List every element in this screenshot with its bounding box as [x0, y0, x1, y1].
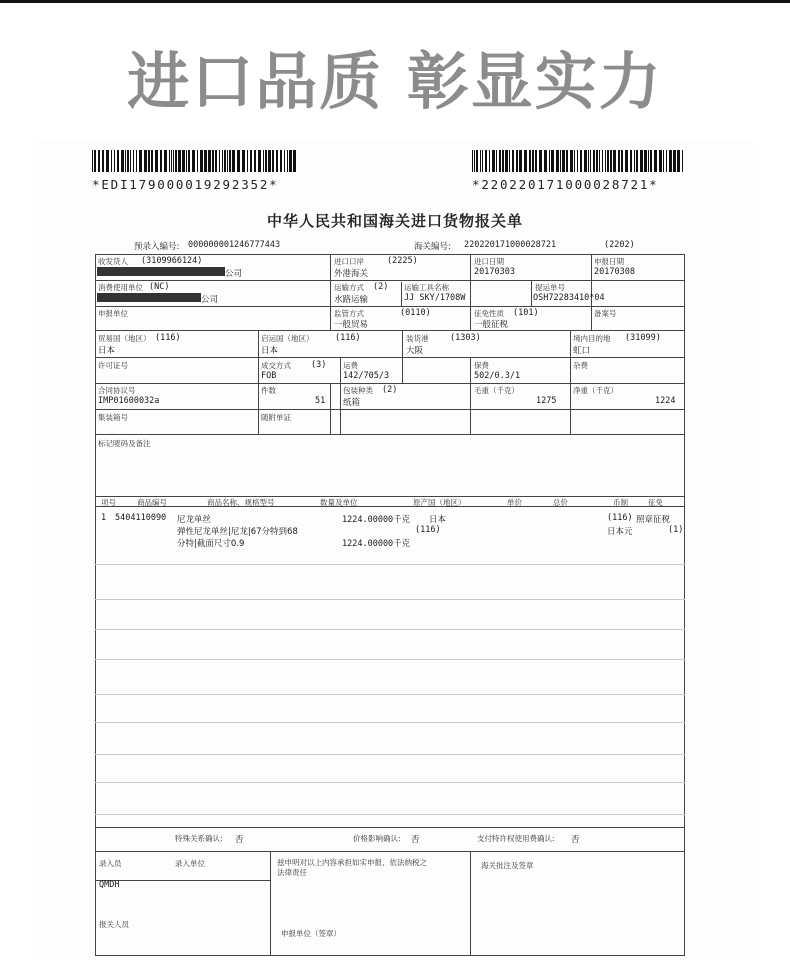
goods-name: 尼龙单丝: [177, 515, 212, 525]
misc-label: 杂费: [573, 361, 588, 370]
preentry-label: 预录入编号:: [134, 242, 180, 252]
insurance-label: 保费: [474, 361, 489, 370]
goods-col-qty: 数量及单位: [320, 498, 358, 507]
consignee-code: (3109966124): [141, 256, 203, 266]
destination-code: (31099): [625, 333, 661, 343]
bill-no-label: 提运单号: [535, 283, 565, 292]
goods-spec-2: 分特|截面尺寸0.9: [177, 539, 245, 549]
bill-no-value: OSH72283410*04: [533, 293, 605, 303]
barcode-right: [472, 150, 684, 192]
royalty-label: 支付特许权使用费确认:: [477, 834, 555, 843]
net-label: 净重（千克）: [573, 386, 618, 395]
declare-unit-label: 申报单位（签章）: [281, 929, 341, 938]
consignee-suffix: 公司: [225, 269, 243, 279]
tax-nature-value: 一般征税: [474, 320, 509, 330]
net-value: 1224: [655, 396, 676, 406]
pieces-label: 件数: [261, 386, 276, 395]
goods-col-price: 单价: [507, 498, 522, 507]
gross-label: 毛重（千克）: [474, 386, 519, 395]
origin-country-label: 启运国（地区）: [261, 334, 314, 343]
customs-no-code: (2202): [604, 240, 635, 250]
entry-clerk-value: QMDH: [99, 880, 120, 890]
destination-value: 虹口: [573, 346, 591, 356]
goods-currency: 日本元: [607, 527, 633, 537]
vessel-value: JJ SKY/1708W: [404, 293, 466, 303]
preentry-value: 000000001246777443: [188, 240, 281, 250]
goods-currency-code: (116): [607, 513, 633, 523]
supervision-label: 监管方式: [334, 309, 364, 318]
form-title: 中华人民共和国海关进口货物报关单: [266, 212, 523, 230]
freight-value: 142/705/3: [343, 371, 390, 381]
customs-approval-label: 海关批注及签章: [481, 861, 534, 870]
goods-col-no: 项号: [101, 498, 116, 507]
consignee-label: 收发货人: [98, 257, 128, 266]
consumer-code: (NC): [149, 282, 170, 292]
barcode-left-caption: *EDI179000019292352*: [92, 177, 279, 192]
customs-no-value: 220220171000028721: [464, 240, 557, 250]
attached-docs-label: 随附单证: [261, 413, 291, 422]
declaration-line-1: 兹申明对以上内容承担如实申报、依法纳税之: [277, 858, 427, 867]
special-rel-value: 否: [235, 835, 244, 845]
goods-origin: 日本: [429, 515, 447, 525]
broker-label: 报关人员: [99, 920, 129, 929]
declaration-form: [95, 254, 685, 954]
supervision-value: 一般贸易: [334, 320, 369, 330]
declarant-label: 申报单位: [98, 309, 128, 318]
insurance-value: 502/0.3/1: [474, 371, 521, 381]
trade-country-value: 日本: [98, 346, 116, 356]
freight-label: 运费: [343, 361, 358, 370]
tax-nature-label: 征免性质: [474, 309, 504, 318]
declare-date-label: 申报日期: [594, 257, 624, 266]
transport-mode-code: (2): [373, 282, 389, 292]
declaration-line-2: 法律责任: [277, 868, 307, 877]
consignee-redaction: [97, 267, 225, 276]
consumer-redaction: [97, 293, 201, 302]
goods-col-name: 商品名称、规格型号: [207, 498, 275, 507]
consumer-label: 消费使用单位: [98, 283, 143, 292]
barcode-left: [92, 150, 298, 192]
vessel-label: 运输工具名称: [404, 283, 449, 292]
goods-qty-2: 1224.00000千克: [342, 539, 411, 549]
entry-port-code: (2225): [387, 256, 418, 266]
license-label: 许可证号: [98, 361, 128, 370]
goods-col-total: 总价: [553, 498, 568, 507]
package-value: 纸箱: [343, 398, 361, 408]
entry-port-label: 进口口岸: [334, 257, 364, 266]
contract-value: IMP01600032a: [98, 396, 160, 406]
transport-mode-value: 水路运输: [334, 295, 369, 305]
entry-unit-label: 录入单位: [175, 859, 205, 868]
entry-clerk-label: 录入员: [99, 859, 122, 868]
goods-item-no: 1: [101, 513, 107, 523]
goods-qty-1: 1224.00000千克: [342, 515, 411, 525]
price-effect-value: 否: [411, 835, 420, 845]
special-rel-label: 特殊关系确认:: [175, 834, 223, 843]
barcode-right-caption: *220220171000028721*: [472, 177, 659, 192]
origin-country-value: 日本: [261, 346, 279, 356]
top-rule: [0, 0, 790, 3]
royalty-value: 否: [571, 835, 580, 845]
remarks-label: 标记唛码及备注: [98, 439, 151, 448]
goods-duty: 照章征税: [636, 515, 671, 525]
loading-port-label: 装货港: [406, 334, 429, 343]
import-date-value: 20170303: [474, 267, 515, 277]
barcode-left-icon: [92, 150, 298, 172]
goods-col-hs: 商品编号: [137, 498, 167, 507]
price-effect-label: 价格影响确认:: [353, 834, 401, 843]
contract-label: 合同协议号: [98, 386, 136, 395]
package-code: (2): [382, 385, 398, 395]
loading-port-code: (1303): [450, 333, 481, 343]
trade-country-code: (116): [155, 333, 181, 343]
goods-col-currency: 币制: [613, 498, 628, 507]
deal-mode-code: (3): [311, 360, 327, 370]
consumer-suffix: 公司: [201, 295, 219, 305]
goods-origin-code: (116): [415, 525, 441, 535]
trade-country-label: 贸易国（地区）: [98, 334, 151, 343]
container-label: 集装箱号: [98, 413, 128, 422]
origin-country-code: (116): [335, 333, 361, 343]
gross-value: 1275: [536, 396, 557, 406]
deal-mode-label: 成交方式: [261, 361, 291, 370]
goods-hs-code: 5404110090: [115, 513, 167, 523]
deal-mode-value: FOB: [261, 371, 277, 381]
page-headline: 进口品质 彰显实力: [127, 45, 663, 118]
record-no-label: 备案号: [594, 309, 617, 318]
customs-no-label: 海关编号:: [414, 242, 451, 252]
package-label: 包装种类: [343, 386, 373, 395]
transport-mode-label: 运输方式: [334, 283, 364, 292]
import-date-label: 进口日期: [474, 257, 504, 266]
entry-port-value: 外港海关: [334, 269, 369, 279]
goods-col-duty: 征免: [648, 498, 663, 507]
tax-nature-code: (101): [513, 308, 539, 318]
loading-port-value: 大阪: [406, 346, 424, 356]
goods-spec-1: 弹性尼龙单丝|尼龙|67分特到68: [177, 527, 298, 537]
barcode-right-icon: [472, 150, 684, 172]
supervision-code: (0110): [400, 308, 431, 318]
declare-date-value: 20170308: [594, 267, 635, 277]
goods-col-origin: 原产国（地区）: [413, 498, 466, 507]
destination-label: 境内目的地: [573, 334, 611, 343]
goods-duty-code: (1): [668, 525, 684, 535]
pieces-value: 51: [315, 396, 326, 406]
